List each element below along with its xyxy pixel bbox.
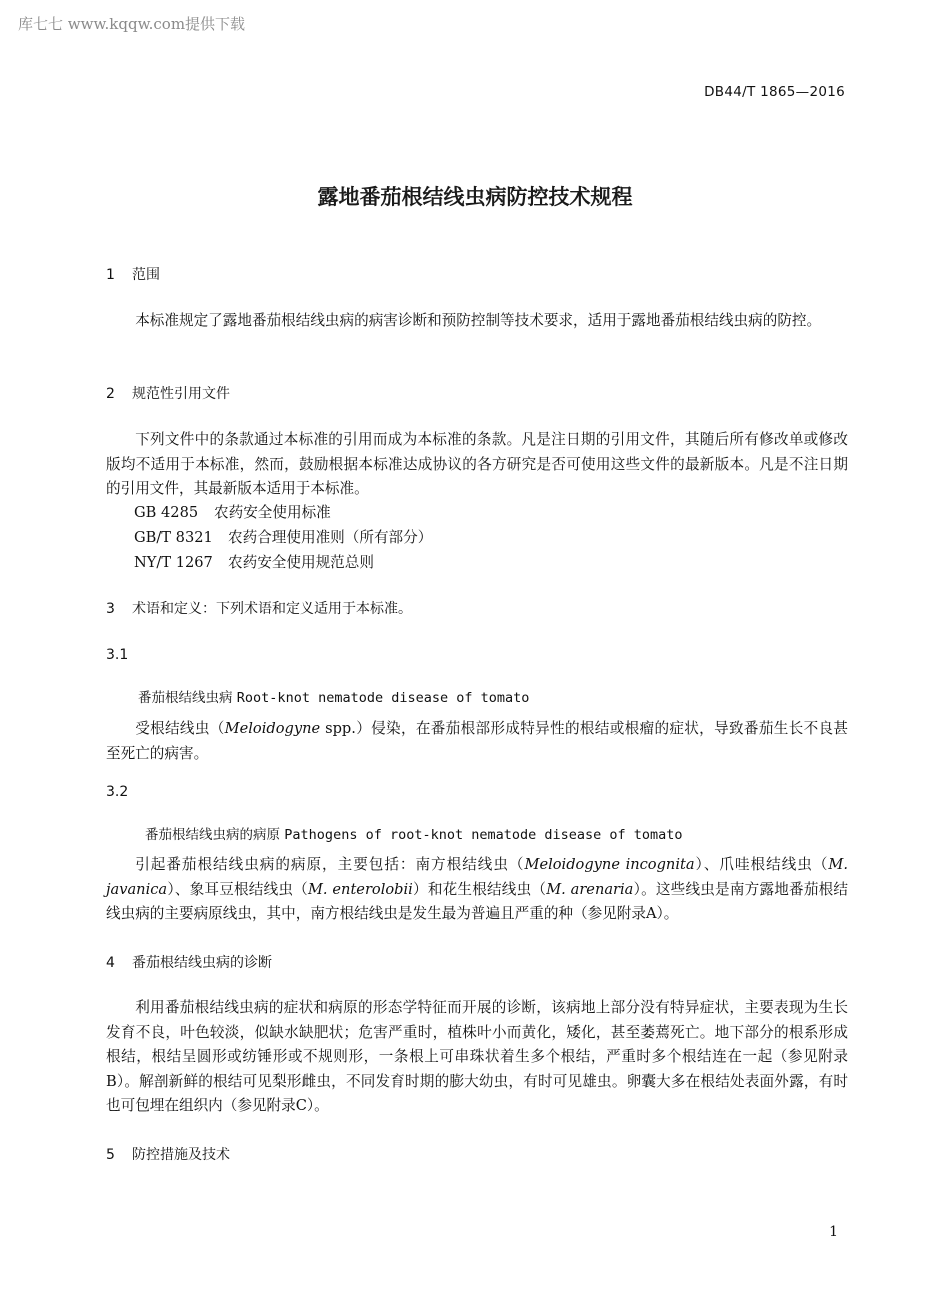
section-4-text: 利用番茄根结线虫病的症状和病原的形态学特征而开展的诊断，该病地上部分没有特异症状，主要表现为生长发育不良，叶色较淡，似缺水缺肥状；危害严重时，植株叶小而黄化，矮化，甚至萎蔫死亡。地下部分的根系形成根结，根结呈圆形或纺锤形或不规则形，一条根上可串珠状着生多个根结，严重时多个根结连在一起（参见附录B）。解剖新鲜的根结可见梨形雌虫，不同发育时期的膨大幼虫，有时可见雄虫。卵囊大多在根结处表面外露，有时也可包埋在组织内（参见附录C）。: [106, 999, 848, 1114]
section-number: 1: [106, 267, 115, 283]
page-number: 1: [829, 1224, 838, 1240]
section-number: 5: [106, 1147, 115, 1163]
section-title: 术语和定义：下列术语和定义适用于本标准。: [132, 601, 412, 617]
section-title: 范围: [132, 267, 160, 283]
term-3-2-number: 3.2: [106, 784, 129, 800]
reference-code: GB/T 8321: [134, 529, 213, 546]
term-english: Pathogens of root-knot nematode disease of tomato: [284, 827, 683, 843]
reference-item: [134, 551, 374, 572]
term-english: Root-knot nematode disease of tomato: [236, 690, 530, 706]
section-4-heading: [106, 952, 272, 972]
term-3-1: [138, 686, 529, 706]
section-1-text: 本标准规定了露地番茄根结线虫病的病害诊断和预防控制等技术要求，适用于露地番茄根结线虫病的防控。: [135, 312, 822, 329]
term-3-2-definition: 引起番茄根结线虫病的病原，主要包括：南方根结线虫（Meloidogyne incognita）、爪哇根结线虫（M. javanica）、象耳豆根结线虫（M. enterolobii）和花生根结线虫（M. arenaria）。这些线虫是南方露地番茄根结线虫病的主要病原线虫，其中，南方根结线虫是发生最为普遍且严重的种（参见附录A）。: [106, 856, 849, 922]
standard-code: DB44/T 1865—2016: [704, 84, 845, 100]
term-3-1-definition: 受根结线虫（Meloidogyne spp.）侵染，在番茄根部形成特异性的根结或根瘤的症状，导致番茄生长不良甚至死亡的病害。: [106, 720, 848, 762]
watermark: 库七七 www.kqqw.com提供下载: [18, 15, 246, 33]
reference-item: [134, 526, 432, 547]
document-title: 露地番茄根结线虫病防控技术规程: [317, 185, 633, 209]
section-number: 4: [106, 955, 115, 971]
section-2-text: 下列文件中的条款通过本标准的引用而成为本标准的条款。凡是注日期的引用文件，其随后所有修改单或修改版均不适用于本标准，然而，鼓励根据本标准达成协议的各方研究是否可使用这些文件的最新版本。凡是不注日期的引用文件，其最新版本适用于本标准。: [106, 431, 848, 497]
section-number: 3: [106, 601, 115, 617]
section-5-heading: [106, 1144, 230, 1164]
section-title: 番茄根结线虫病的诊断: [132, 955, 272, 971]
section-number: 2: [106, 386, 115, 402]
reference-title: 农药安全使用标准: [214, 504, 331, 521]
section-2-heading: [106, 383, 230, 403]
reference-item: [134, 501, 331, 522]
reference-title: 农药合理使用准则（所有部分）: [228, 529, 433, 546]
term-3-2: [145, 823, 683, 843]
reference-code: NY/T 1267: [134, 554, 213, 571]
term-chinese: 番茄根结线虫病的病原: [145, 827, 280, 843]
term-chinese: 番茄根结线虫病: [138, 690, 233, 706]
section-title: 规范性引用文件: [132, 386, 230, 402]
term-3-1-number: 3.1: [106, 647, 129, 663]
section-3-heading: [106, 598, 412, 618]
reference-title: 农药安全使用规范总则: [228, 554, 374, 571]
section-title: 防控措施及技术: [132, 1147, 230, 1163]
section-1-heading: [106, 264, 160, 284]
reference-code: GB 4285: [134, 504, 199, 521]
